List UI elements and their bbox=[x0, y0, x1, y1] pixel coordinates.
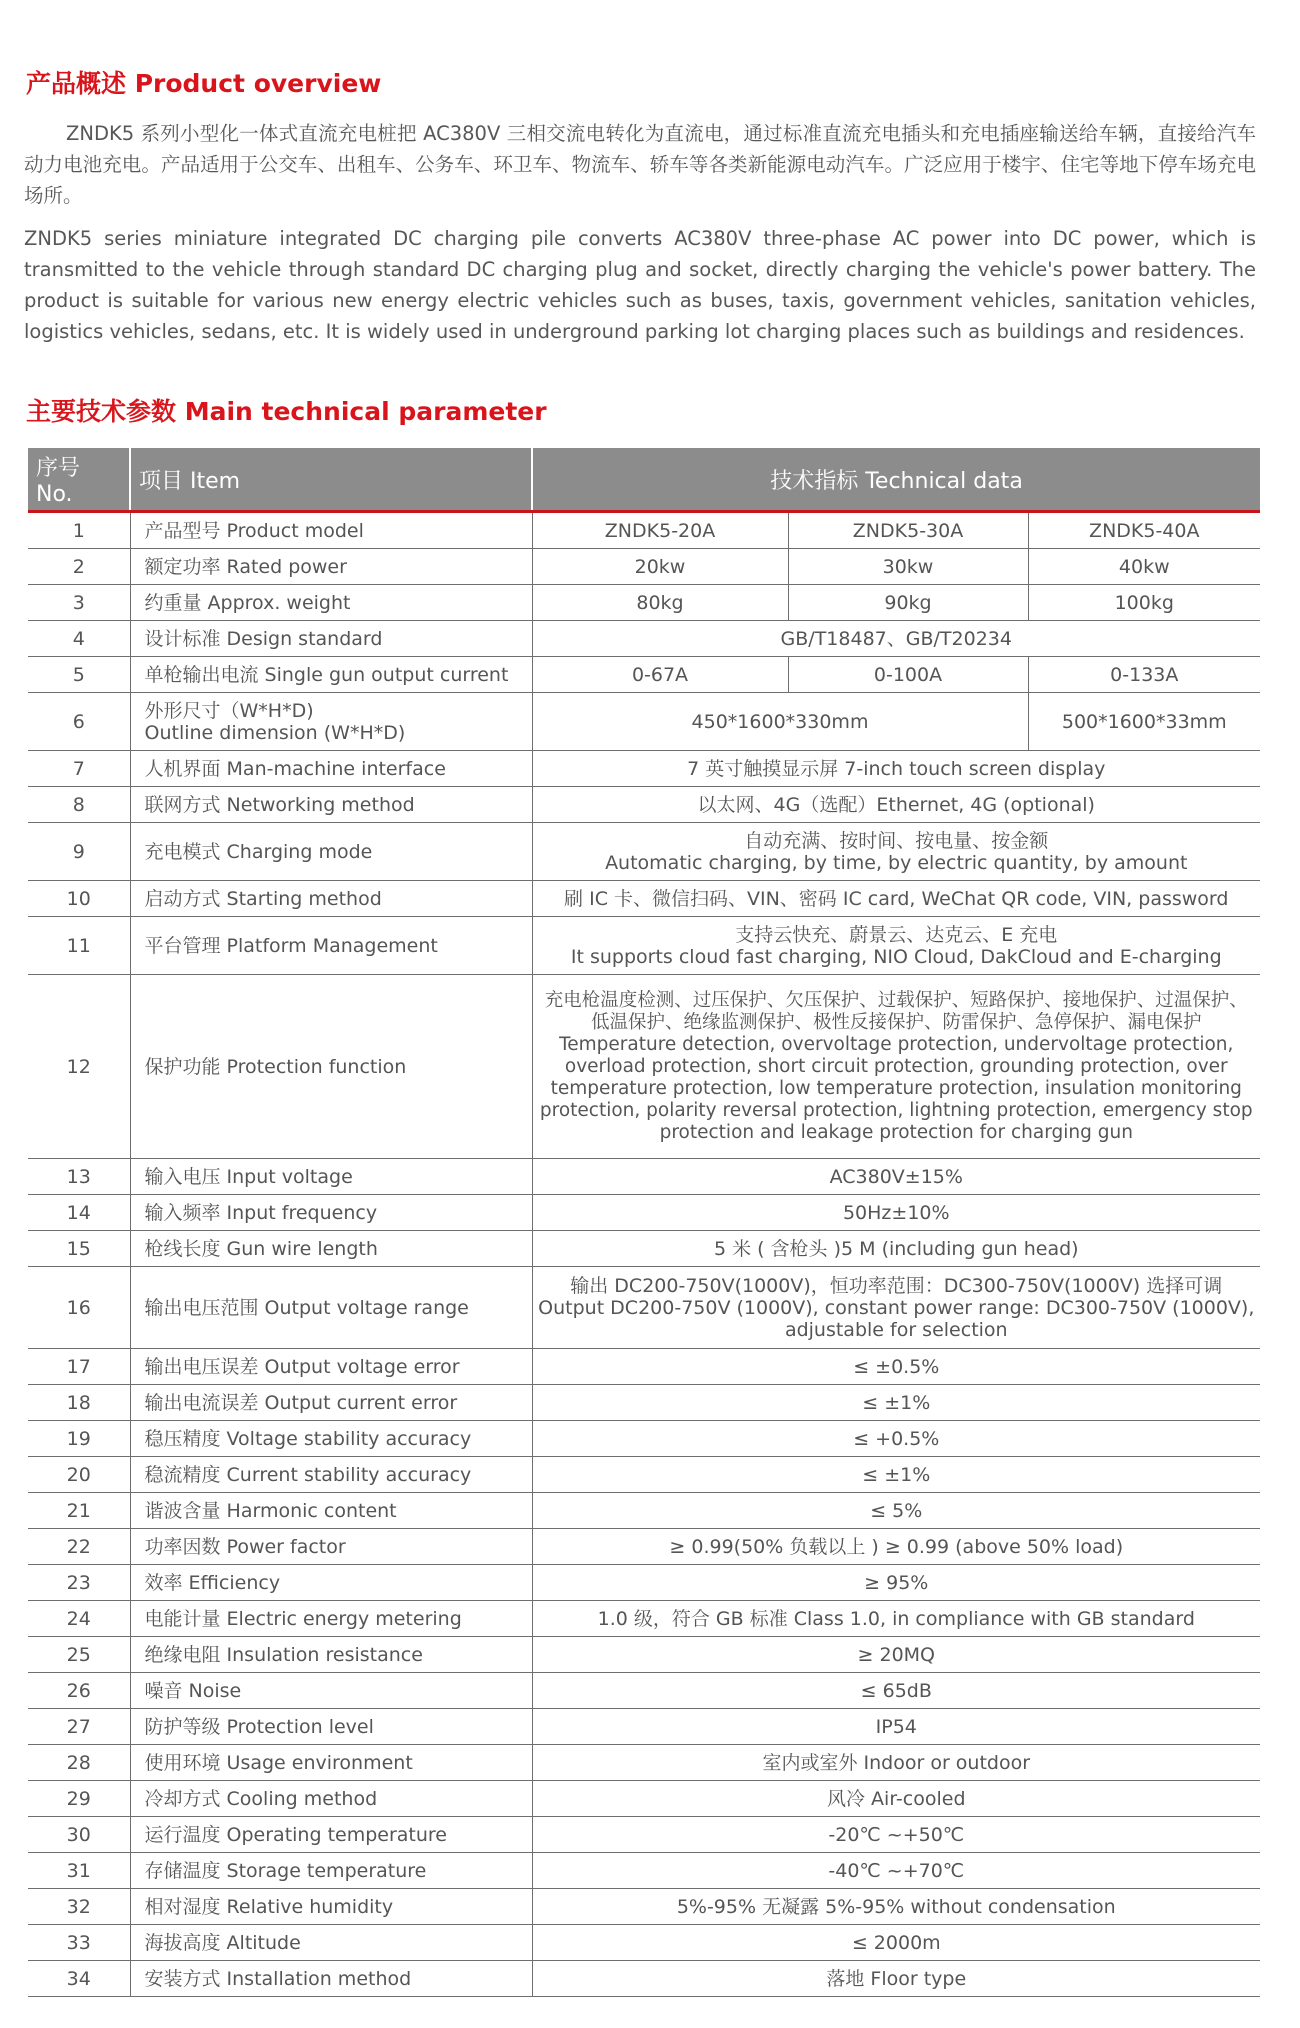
table-row bbox=[28, 585, 1260, 621]
row-no: 30 bbox=[28, 1817, 130, 1853]
row-item: 启动方式 Starting method bbox=[130, 881, 532, 917]
row-value: ≥ 0.99(50% 负载以上 ) ≥ 0.99 (above 50% load) bbox=[532, 1529, 1260, 1565]
table-row bbox=[28, 1637, 1260, 1673]
row-no: 4 bbox=[28, 621, 130, 657]
row-value: 支持云快充、蔚景云、达克云、E 充电 It supports cloud fast charging, NIO Cloud, DakCloud and E-charging bbox=[532, 917, 1260, 975]
row-value: ≤ ±0.5% bbox=[532, 1349, 1260, 1385]
row-value: 落地 Floor type bbox=[532, 1961, 1260, 1997]
row-item: 存储温度 Storage temperature bbox=[130, 1853, 532, 1889]
row-value: 500*1600*33mm bbox=[1028, 693, 1260, 751]
overview-text-cn bbox=[24, 118, 1256, 211]
table-row bbox=[28, 1601, 1260, 1637]
table-row bbox=[28, 1421, 1260, 1457]
row-no: 15 bbox=[28, 1231, 130, 1267]
row-item: 功率因数 Power factor bbox=[130, 1529, 532, 1565]
row-item: 设计标准 Design standard bbox=[130, 621, 532, 657]
table-row bbox=[28, 1195, 1260, 1231]
row-value: 100kg bbox=[1028, 585, 1260, 621]
row-no: 29 bbox=[28, 1781, 130, 1817]
row-value: 1.0 级，符合 GB 标准 Class 1.0, in compliance with GB standard bbox=[532, 1601, 1260, 1637]
row-item: 使用环境 Usage environment bbox=[130, 1745, 532, 1781]
row-no: 28 bbox=[28, 1745, 130, 1781]
table-row bbox=[28, 881, 1260, 917]
table-row bbox=[28, 1529, 1260, 1565]
row-no: 16 bbox=[28, 1267, 130, 1349]
table-row bbox=[28, 1925, 1260, 1961]
table-row bbox=[28, 1385, 1260, 1421]
row-no: 21 bbox=[28, 1493, 130, 1529]
row-no: 26 bbox=[28, 1673, 130, 1709]
header-data: 技术指标 Technical data bbox=[532, 448, 1260, 512]
row-value: -20℃ ~+50℃ bbox=[532, 1817, 1260, 1853]
row-no: 34 bbox=[28, 1961, 130, 1997]
row-value: ZNDK5-40A bbox=[1028, 512, 1260, 549]
row-value: 输出 DC200-750V(1000V)，恒功率范围：DC300-750V(1000V) 选择可调 Output DC200-750V (1000V), constant power range: DC300-750V (1000V), adjustable for selection bbox=[532, 1267, 1260, 1349]
row-value: 充电枪温度检测、过压保护、欠压保护、过载保护、短路保护、接地保护、过温保护、 低温保护、绝缘监测保护、极性反接保护、防雷保护、急停保护、漏电保护 Temperature detection, overvoltage protection, undervoltage protection, overload protection, short circuit protection, grounding protection, over temperature protection, low temperature protection, insulation monitoring protection, polarity reversal protection, lightning protection, emergency stop protection and leakage protection for charging gun bbox=[532, 975, 1260, 1159]
row-item: 人机界面 Man-machine interface bbox=[130, 751, 532, 787]
row-value: ≤ 65dB bbox=[532, 1673, 1260, 1709]
row-value: IP54 bbox=[532, 1709, 1260, 1745]
row-no: 23 bbox=[28, 1565, 130, 1601]
row-item: 绝缘电阻 Insulation resistance bbox=[130, 1637, 532, 1673]
table-row bbox=[28, 787, 1260, 823]
row-value: ZNDK5-30A bbox=[788, 512, 1028, 549]
row-no: 5 bbox=[28, 657, 130, 693]
table-row bbox=[28, 1493, 1260, 1529]
row-value: 80kg bbox=[532, 585, 788, 621]
row-item: 冷却方式 Cooling method bbox=[130, 1781, 532, 1817]
row-value: GB/T18487、GB/T20234 bbox=[532, 621, 1260, 657]
row-no: 1 bbox=[28, 512, 130, 549]
row-no: 10 bbox=[28, 881, 130, 917]
row-no: 7 bbox=[28, 751, 130, 787]
row-value: -40℃ ~+70℃ bbox=[532, 1853, 1260, 1889]
row-value: 50Hz±10% bbox=[532, 1195, 1260, 1231]
row-no: 27 bbox=[28, 1709, 130, 1745]
row-no: 33 bbox=[28, 1925, 130, 1961]
row-no: 17 bbox=[28, 1349, 130, 1385]
table-row bbox=[28, 1889, 1260, 1925]
row-item: 枪线长度 Gun wire length bbox=[130, 1231, 532, 1267]
row-value: 0-67A bbox=[532, 657, 788, 693]
row-no: 18 bbox=[28, 1385, 130, 1421]
overview-title: 产品概述 Product overview bbox=[26, 69, 382, 98]
row-item: 输出电压误差 Output voltage error bbox=[130, 1349, 532, 1385]
params-header-row bbox=[28, 448, 1260, 512]
row-no: 25 bbox=[28, 1637, 130, 1673]
row-item: 输入电压 Input voltage bbox=[130, 1159, 532, 1195]
params-table bbox=[28, 448, 1260, 1997]
row-value: ≤ ±1% bbox=[532, 1457, 1260, 1493]
table-row bbox=[28, 1457, 1260, 1493]
table-row bbox=[28, 1745, 1260, 1781]
table-row bbox=[28, 1673, 1260, 1709]
header-no: 序号 No. bbox=[28, 448, 130, 512]
header-item: 项目 Item bbox=[130, 448, 532, 512]
table-row bbox=[28, 975, 1260, 1159]
row-value: 7 英寸触摸显示屏 7-inch touch screen display bbox=[532, 751, 1260, 787]
row-value: 450*1600*330mm bbox=[532, 693, 1028, 751]
row-no: 31 bbox=[28, 1853, 130, 1889]
row-item: 效率 Efficiency bbox=[130, 1565, 532, 1601]
row-value: 风冷 Air-cooled bbox=[532, 1781, 1260, 1817]
row-item: 输出电压范围 Output voltage range bbox=[130, 1267, 532, 1349]
row-item: 稳压精度 Voltage stability accuracy bbox=[130, 1421, 532, 1457]
row-value: ≥ 95% bbox=[532, 1565, 1260, 1601]
table-row bbox=[28, 917, 1260, 975]
row-no: 13 bbox=[28, 1159, 130, 1195]
row-no: 14 bbox=[28, 1195, 130, 1231]
row-value: 5%-95% 无凝露 5%-95% without condensation bbox=[532, 1889, 1260, 1925]
row-no: 24 bbox=[28, 1601, 130, 1637]
row-value: AC380V±15% bbox=[532, 1159, 1260, 1195]
row-item: 充电模式 Charging mode bbox=[130, 823, 532, 881]
row-item: 输入频率 Input frequency bbox=[130, 1195, 532, 1231]
row-item: 运行温度 Operating temperature bbox=[130, 1817, 532, 1853]
row-item: 安装方式 Installation method bbox=[130, 1961, 532, 1997]
row-item: 约重量 Approx. weight bbox=[130, 585, 532, 621]
row-value: ≤ +0.5% bbox=[532, 1421, 1260, 1457]
row-item: 额定功率 Rated power bbox=[130, 549, 532, 585]
row-no: 32 bbox=[28, 1889, 130, 1925]
row-value: 20kw bbox=[532, 549, 788, 585]
row-value: 自动充满、按时间、按电量、按金额 Automatic charging, by time, by electric quantity, by amount bbox=[532, 823, 1260, 881]
row-value: 0-100A bbox=[788, 657, 1028, 693]
table-row bbox=[28, 1709, 1260, 1745]
row-no: 19 bbox=[28, 1421, 130, 1457]
row-value: 以太网、4G（选配）Ethernet, 4G (optional) bbox=[532, 787, 1260, 823]
row-no: 9 bbox=[28, 823, 130, 881]
row-no: 2 bbox=[28, 549, 130, 585]
table-row bbox=[28, 1267, 1260, 1349]
row-no: 12 bbox=[28, 975, 130, 1159]
row-item: 噪音 Noise bbox=[130, 1673, 532, 1709]
table-row bbox=[28, 751, 1260, 787]
row-value: ≤ 5% bbox=[532, 1493, 1260, 1529]
table-row bbox=[28, 512, 1260, 549]
row-item: 相对湿度 Relative humidity bbox=[130, 1889, 532, 1925]
row-value: 30kw bbox=[788, 549, 1028, 585]
table-row bbox=[28, 1231, 1260, 1267]
table-row bbox=[28, 1565, 1260, 1601]
row-item: 产品型号 Product model bbox=[130, 512, 532, 549]
row-value: 40kw bbox=[1028, 549, 1260, 585]
row-value: 90kg bbox=[788, 585, 1028, 621]
row-value: ≥ 20MQ bbox=[532, 1637, 1260, 1673]
overview-text-en: ZNDK5 series miniature integrated DC charging pile converts AC380V three-phase AC power into DC power, which is transmitted to the vehicle through standard DC charging plug and socket, directly charging the vehicle's power battery. The product is suitable for various new energy electric vehicles such as buses, taxis, government vehicles, sanitation vehicles, logistics vehicles, sedans, etc. It is widely used in underground parking lot charging places such as buildings and residences. bbox=[24, 227, 1256, 343]
table-row bbox=[28, 1781, 1260, 1817]
row-value: ≤ ±1% bbox=[532, 1385, 1260, 1421]
row-value: 室内或室外 Indoor or outdoor bbox=[532, 1745, 1260, 1781]
table-row bbox=[28, 1961, 1260, 1997]
row-item: 防护等级 Protection level bbox=[130, 1709, 532, 1745]
table-row bbox=[28, 549, 1260, 585]
row-no: 8 bbox=[28, 787, 130, 823]
row-no: 20 bbox=[28, 1457, 130, 1493]
table-row bbox=[28, 1817, 1260, 1853]
row-value: ZNDK5-20A bbox=[532, 512, 788, 549]
row-item: 海拔高度 Altitude bbox=[130, 1925, 532, 1961]
row-item: 谐波含量 Harmonic content bbox=[130, 1493, 532, 1529]
row-value: ≤ 2000m bbox=[532, 1925, 1260, 1961]
row-item bbox=[130, 693, 532, 751]
table-row bbox=[28, 693, 1260, 751]
table-row bbox=[28, 823, 1260, 881]
table-row bbox=[28, 1159, 1260, 1195]
table-row bbox=[28, 621, 1260, 657]
table-row bbox=[28, 1349, 1260, 1385]
row-item-line: Outline dimension (W*H*D) bbox=[144, 721, 406, 744]
row-no: 22 bbox=[28, 1529, 130, 1565]
row-item: 输出电流误差 Output current error bbox=[130, 1385, 532, 1421]
overview-text-cn-body: ZNDK5 系列小型化一体式直流充电桩把 AC380V 三相交流电转化为直流电，通过标准直流充电插头和充电插座输送给车辆，直接给汽车动力电池充电。产品适用于公交车、出租车、公务车、环卫车、物流车、轿车等各类新能源电动汽车。广泛应用于楼宇、住宅等地下停车场充电场所。 bbox=[24, 122, 1256, 207]
table-row bbox=[28, 657, 1260, 693]
row-item: 联网方式 Networking method bbox=[130, 787, 532, 823]
row-item: 单枪输出电流 Single gun output current bbox=[130, 657, 532, 693]
row-value: 5 米 ( 含枪头 )5 M (including gun head) bbox=[532, 1231, 1260, 1267]
row-item: 保护功能 Protection function bbox=[130, 975, 532, 1159]
row-item: 平台管理 Platform Management bbox=[130, 917, 532, 975]
row-item: 电能计量 Electric energy metering bbox=[130, 1601, 532, 1637]
row-item: 稳流精度 Current stability accuracy bbox=[130, 1457, 532, 1493]
params-title: 主要技术参数 Main technical parameter bbox=[26, 397, 547, 426]
row-value: 刷 IC 卡、微信扫码、VIN、密码 IC card, WeChat QR code, VIN, password bbox=[532, 881, 1260, 917]
row-no: 6 bbox=[28, 693, 130, 751]
row-no: 3 bbox=[28, 585, 130, 621]
row-value: 0-133A bbox=[1028, 657, 1260, 693]
table-row bbox=[28, 1853, 1260, 1889]
row-no: 11 bbox=[28, 917, 130, 975]
row-item-line: 外形尺寸（W*H*D) bbox=[144, 699, 314, 722]
